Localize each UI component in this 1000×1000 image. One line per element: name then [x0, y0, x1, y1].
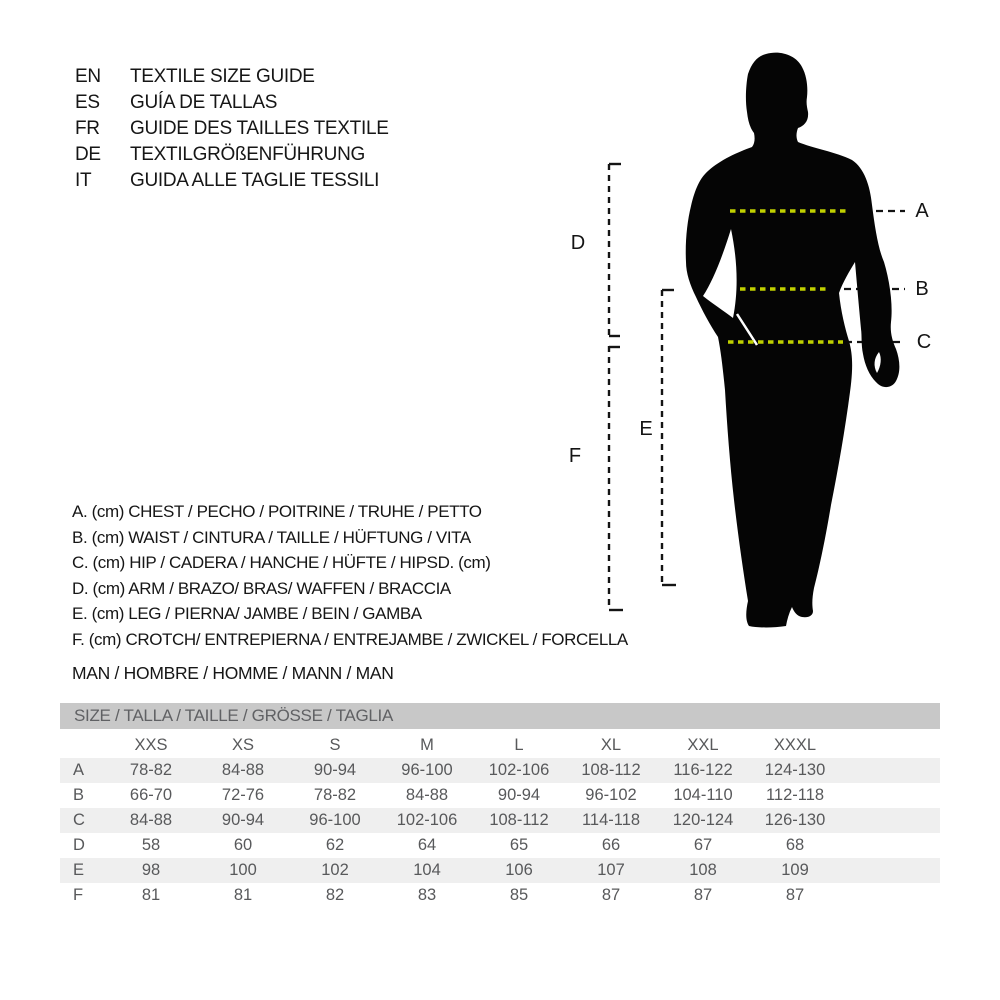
size-cell: 87: [785, 886, 805, 904]
row-label: D: [73, 836, 85, 854]
size-cell: 67: [693, 836, 713, 854]
size-table-title-bar: SIZE / TALLA / TAILLE / GRÖSSE / TAGLIA: [60, 703, 940, 729]
filler: [841, 783, 940, 808]
size-col-header: XXXL: [773, 736, 817, 754]
size-cell: 107: [597, 861, 625, 879]
size-col-header: XXS: [134, 736, 168, 754]
measure-label-e: E: [639, 418, 653, 440]
table-row-c: [60, 808, 940, 833]
size-cell: 109: [781, 861, 809, 879]
legend-line-b: B. (cm) WAIST / CINTURA / TAILLE / HÜFTUNG / VITA: [72, 527, 471, 547]
size-table: [60, 733, 940, 908]
row-label: C: [73, 811, 85, 829]
language-code: DE: [75, 144, 101, 165]
table-row-b: [60, 783, 940, 808]
filler: [841, 758, 940, 783]
row-label: B: [73, 786, 85, 804]
filler: [841, 833, 940, 858]
language-title: GUIDE DES TAILLES TEXTILE: [130, 118, 389, 139]
size-cell: 58: [141, 836, 161, 854]
size-cell: 62: [325, 836, 345, 854]
size-col-header: S: [329, 736, 341, 754]
language-list: [75, 64, 389, 194]
measure-label-b: B: [915, 278, 929, 300]
man-silhouette: [686, 53, 900, 628]
filler: [841, 808, 940, 833]
size-cell: 85: [509, 886, 529, 904]
language-code: EN: [75, 66, 101, 87]
table-row-a: [60, 758, 940, 783]
size-cell: 96-100: [309, 811, 361, 829]
legend-line-d: D. (cm) ARM / BRAZO/ BRAS/ WAFFEN / BRACCIA: [72, 578, 451, 598]
size-cell: 108: [689, 861, 717, 879]
size-col-header: XL: [600, 736, 622, 754]
filler: [841, 883, 940, 908]
size-cell: 120-124: [672, 811, 734, 829]
size-cell: 84-88: [129, 811, 173, 829]
size-cell: 72-76: [221, 786, 265, 804]
size-cell: 124-130: [764, 761, 826, 779]
language-title: TEXTILGRÖßENFÜHRUNG: [130, 144, 365, 165]
size-cell: 108-112: [581, 761, 641, 779]
size-cell: 87: [693, 886, 713, 904]
size-cell: 64: [417, 836, 437, 854]
row-label: E: [73, 861, 85, 879]
language-title: GUÍA DE TALLAS: [130, 92, 278, 113]
size-cell: 87: [601, 886, 621, 904]
size-cell: 96-102: [585, 786, 637, 804]
language-row: [75, 64, 389, 90]
size-cell: 100: [229, 861, 257, 879]
size-cell: 81: [141, 886, 161, 904]
measure-label-d: D: [570, 232, 586, 254]
size-cell: 65: [509, 836, 529, 854]
size-cell: 66: [601, 836, 621, 854]
legend-line-e: E. (cm) LEG / PIERNA/ JAMBE / BEIN / GAMBA: [72, 604, 422, 623]
size-cell: 106: [505, 861, 533, 879]
size-header-row: [60, 733, 940, 758]
size-cell: 102-106: [396, 811, 458, 829]
table-row-d: [60, 833, 940, 858]
size-cell: 104: [413, 861, 441, 879]
row-label: F: [73, 886, 84, 904]
language-title: GUIDA ALLE TAGLIE TESSILI: [130, 170, 380, 191]
gender-line: MAN / HOMBRE / HOMME / MANN / MAN: [72, 663, 394, 683]
corner-cell: [60, 733, 105, 758]
size-col-header: XS: [231, 736, 254, 754]
language-code: IT: [75, 170, 92, 191]
measure-label-c: C: [916, 331, 932, 353]
filler: [841, 733, 940, 758]
size-col-header: M: [420, 736, 434, 754]
size-cell: 78-82: [313, 786, 357, 804]
size-cell: 68: [785, 836, 805, 854]
size-cell: 81: [233, 886, 253, 904]
size-cell: 82: [325, 886, 345, 904]
language-code: ES: [75, 92, 100, 113]
size-col-header: L: [514, 736, 524, 754]
size-cell: 90-94: [221, 811, 265, 829]
table-row-f: [60, 883, 940, 908]
size-cell: 60: [233, 836, 253, 854]
size-cell: 104-110: [673, 786, 733, 804]
measurement-legend: [72, 499, 628, 652]
size-cell: 96-100: [401, 761, 453, 779]
row-label: A: [73, 761, 85, 779]
legend-line-a: A. (cm) CHEST / PECHO / POITRINE / TRUHE / PETTO: [72, 502, 482, 521]
size-cell: 116-122: [673, 761, 733, 779]
size-cell: 102: [321, 861, 349, 879]
size-cell: 84-88: [221, 761, 265, 779]
size-cell: 83: [417, 886, 437, 904]
language-title: TEXTILE SIZE GUIDE: [130, 66, 315, 87]
size-cell: 112-118: [765, 786, 825, 804]
size-cell: 126-130: [764, 811, 826, 829]
language-row: [75, 90, 389, 116]
measure-label-f: F: [568, 445, 582, 467]
size-cell: 90-94: [313, 761, 357, 779]
legend-line-f: F. (cm) CROTCH/ ENTREPIERNA / ENTREJAMBE / ZWICKEL / FORCELLA: [72, 629, 628, 649]
language-row: [75, 116, 389, 142]
size-cell: 98: [141, 861, 161, 879]
language-row: [75, 142, 389, 168]
size-cell: 108-112: [489, 811, 549, 829]
size-cell: 90-94: [497, 786, 541, 804]
size-cell: 102-106: [488, 761, 550, 779]
language-row: [75, 168, 389, 194]
filler: [841, 858, 940, 883]
size-cell: 114-118: [581, 811, 641, 829]
measure-label-a: A: [915, 200, 929, 222]
size-cell: 66-70: [129, 786, 173, 804]
size-col-header: XXL: [687, 736, 719, 754]
size-cell: 78-82: [129, 761, 173, 779]
size-cell: 84-88: [405, 786, 449, 804]
legend-line-c: C. (cm) HIP / CADERA / HANCHE / HÜFTE / HIPSD. (cm): [72, 553, 491, 572]
table-row-e: [60, 858, 940, 883]
language-code: FR: [75, 118, 100, 139]
